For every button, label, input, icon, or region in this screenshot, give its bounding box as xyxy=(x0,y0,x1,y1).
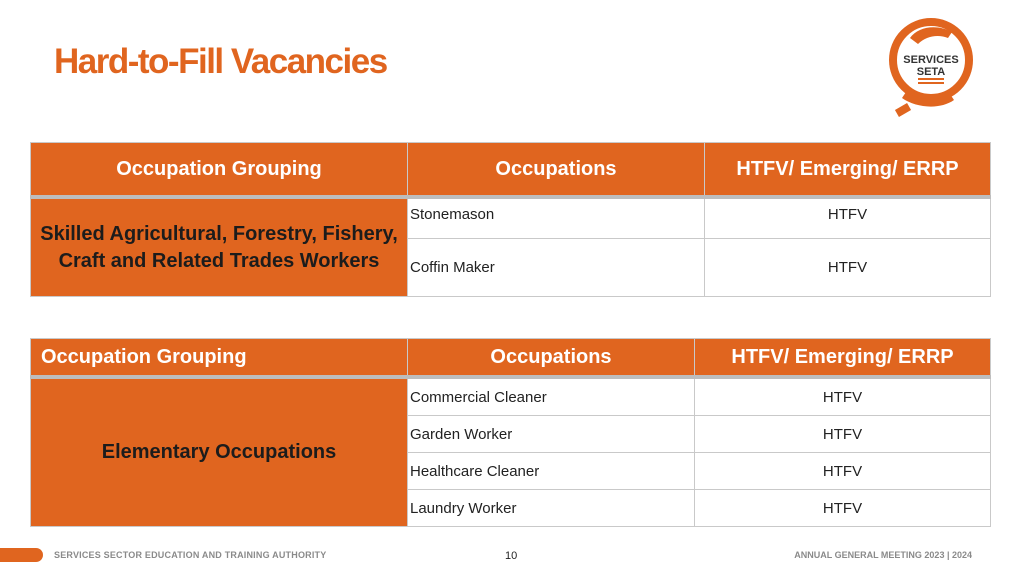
table-skilled-trades xyxy=(30,142,991,297)
header-status: HTFV/ Emerging/ ERRP xyxy=(695,339,991,378)
logo-text-line2: SETA xyxy=(916,66,946,78)
page-number: 10 xyxy=(505,550,518,562)
occupation-cell: Coffin Maker xyxy=(408,239,705,297)
status-cell: HTFV xyxy=(695,377,991,416)
footer-event: ANNUAL GENERAL MEETING 2023 | 2024 xyxy=(794,550,972,560)
footer-accent-bar xyxy=(0,548,43,562)
status-cell: HTFV xyxy=(705,197,991,239)
header-occupations: Occupations xyxy=(408,339,695,378)
occupation-cell: Commercial Cleaner xyxy=(408,377,695,416)
occupation-cell: Stonemason xyxy=(408,197,705,239)
header-occupation-grouping: Occupation Grouping xyxy=(31,339,408,378)
occupation-cell: Garden Worker xyxy=(408,416,695,453)
table-row xyxy=(31,197,991,239)
occupation-group-cell: Elementary Occupations xyxy=(31,377,408,527)
header-status: HTFV/ Emerging/ ERRP xyxy=(705,143,991,198)
logo-top-hand xyxy=(910,27,952,44)
occupation-cell: Healthcare Cleaner xyxy=(408,453,695,490)
footer-organization: SERVICES SECTOR EDUCATION AND TRAINING AUTHORITY xyxy=(54,550,327,560)
header-occupation-grouping: Occupation Grouping xyxy=(31,143,408,198)
table-header-row xyxy=(31,339,991,378)
status-cell: HTFV xyxy=(695,490,991,527)
logo-text-line1: SERVICES xyxy=(903,54,959,66)
status-cell: HTFV xyxy=(705,239,991,297)
services-seta-logo xyxy=(886,14,976,118)
table-header-row xyxy=(31,143,991,198)
occupation-group-cell: Skilled Agricultural, Forestry, Fishery, Craft and Related Trades Workers xyxy=(31,197,408,297)
occupation-cell: Laundry Worker xyxy=(408,490,695,527)
status-cell: HTFV xyxy=(695,453,991,490)
status-cell: HTFV xyxy=(695,416,991,453)
table-elementary xyxy=(30,338,991,527)
table-row xyxy=(31,377,991,416)
header-occupations: Occupations xyxy=(408,143,705,198)
slide-title: Hard-to-Fill Vacancies xyxy=(54,42,387,81)
